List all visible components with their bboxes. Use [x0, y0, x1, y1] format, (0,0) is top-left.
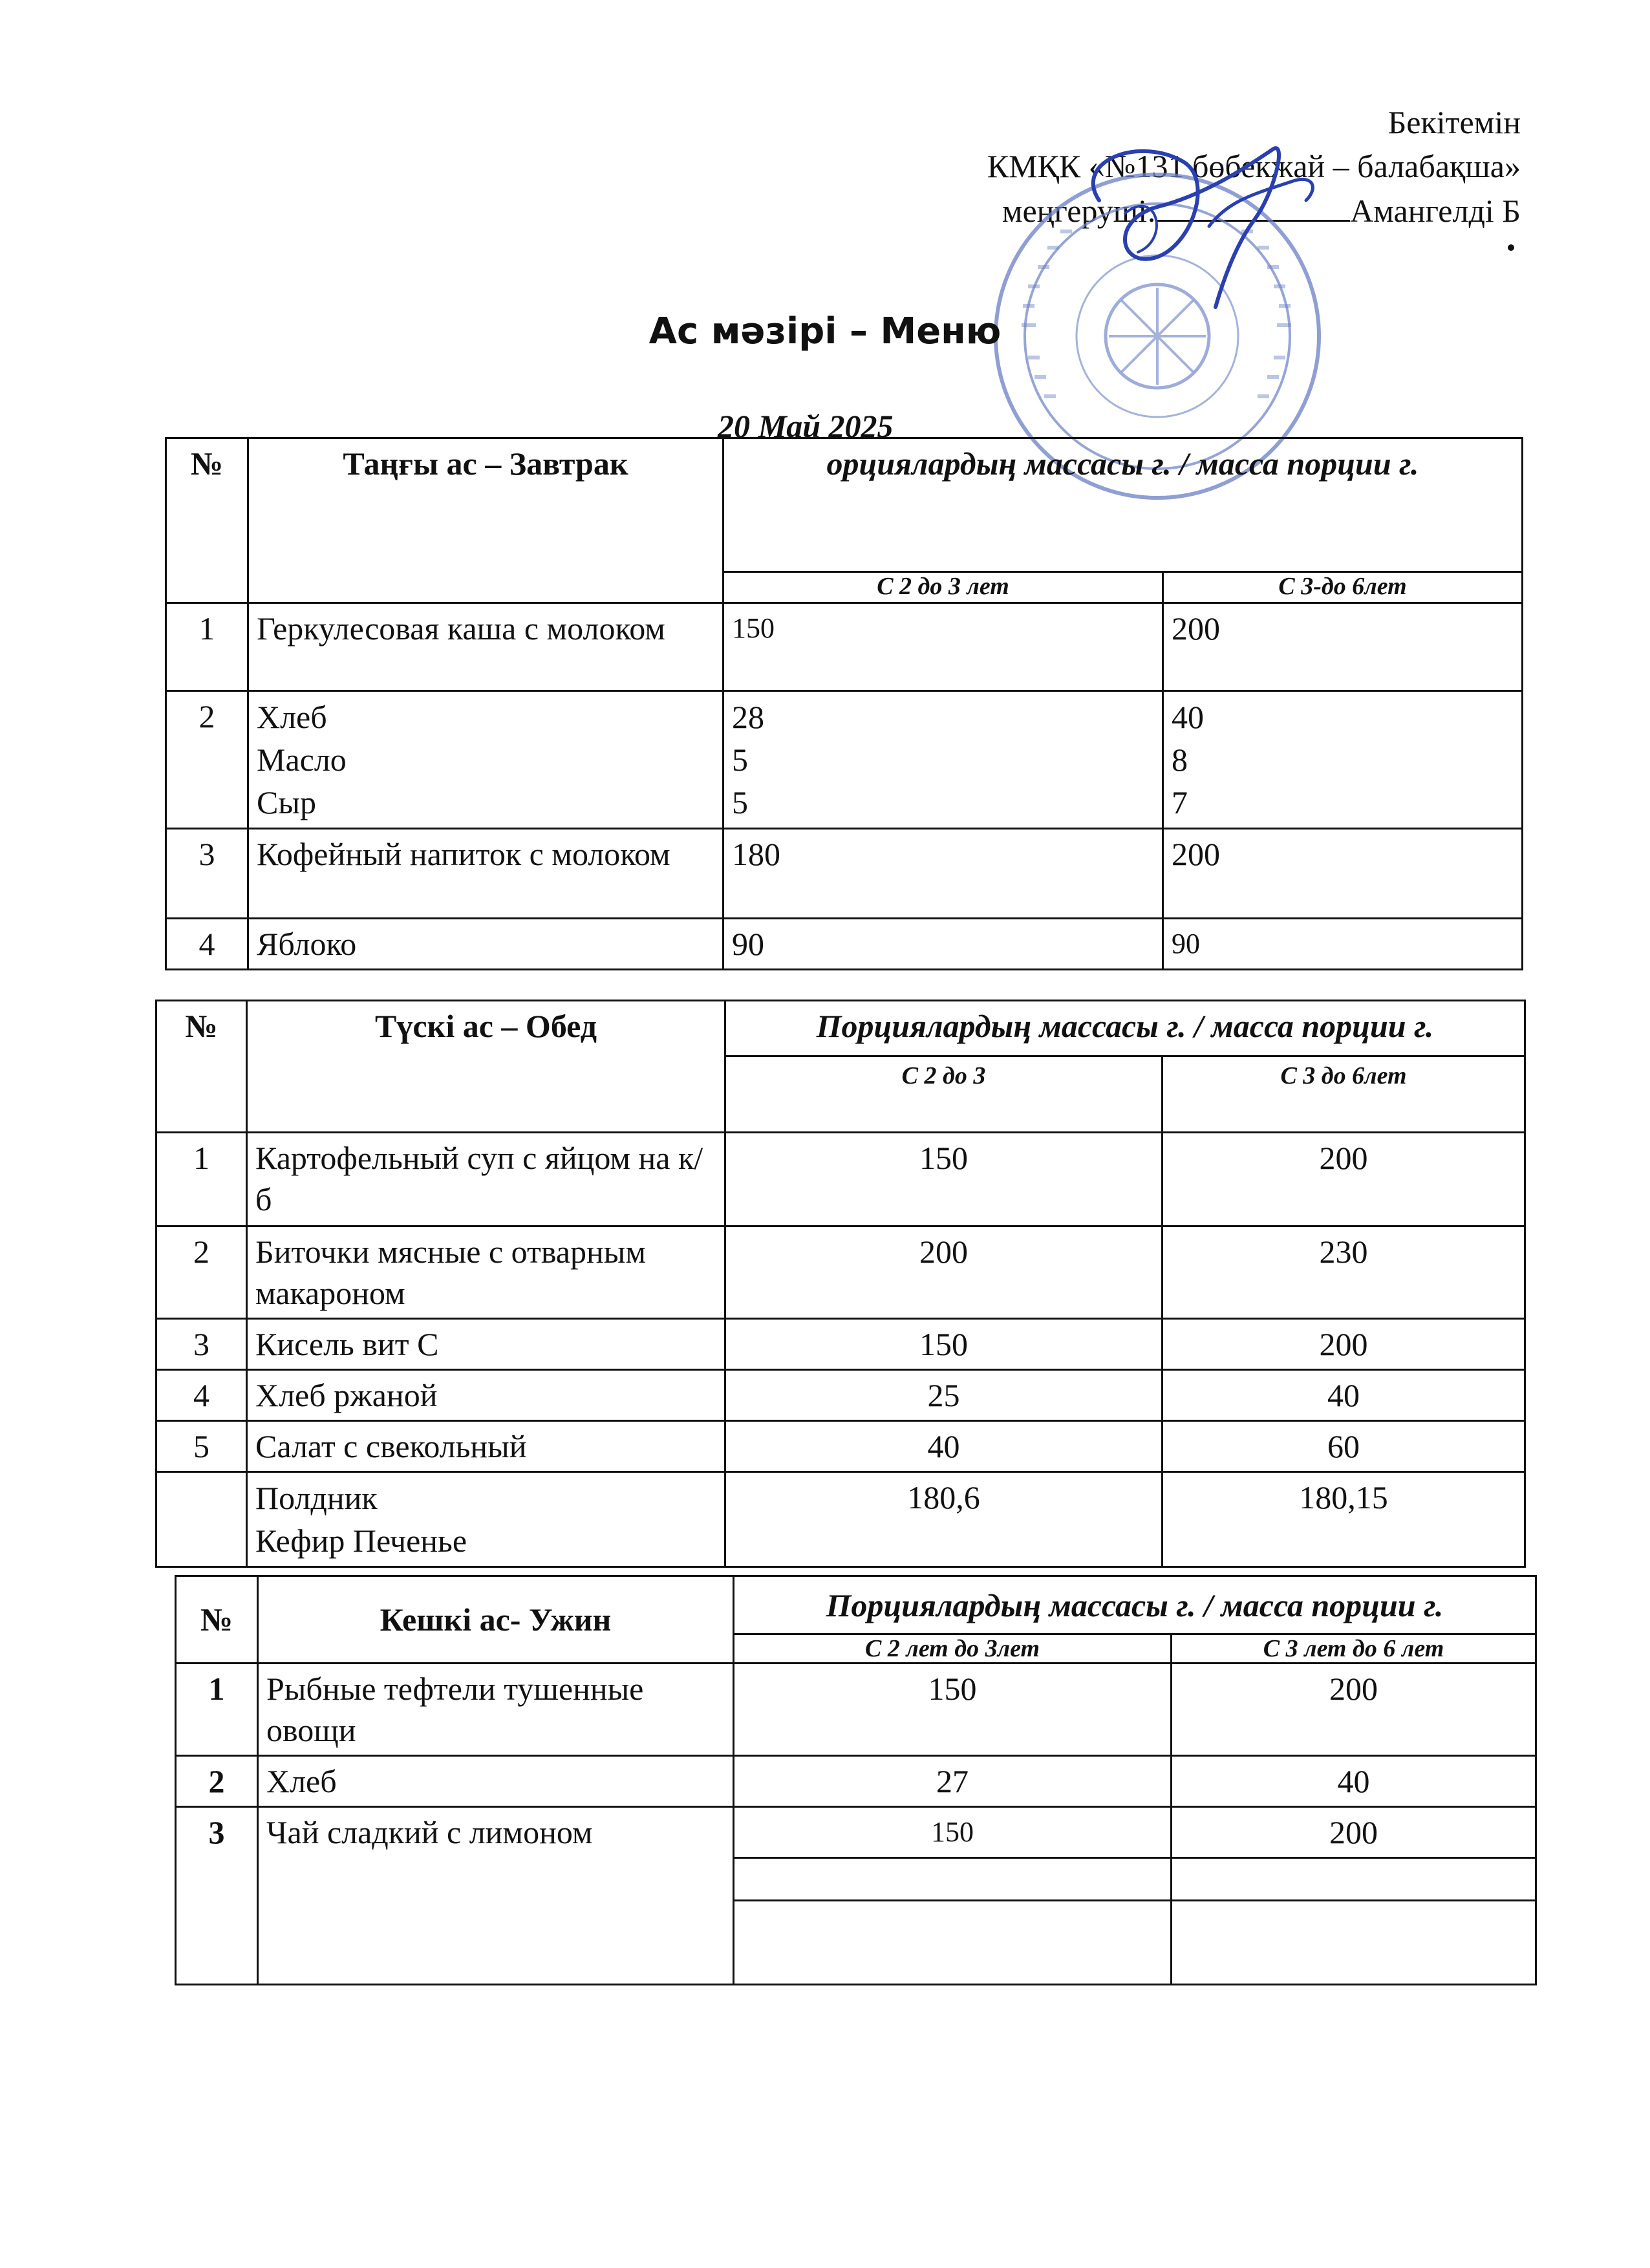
dish-name: Хлеб [257, 699, 327, 735]
portion-2-3: 90 [723, 919, 1163, 970]
dish-name: Яблоко [248, 919, 723, 970]
portion-3-6: 60 [1162, 1421, 1525, 1472]
empty-cell [1172, 1858, 1536, 1901]
empty-cell [734, 1858, 1172, 1901]
table-row [156, 1421, 1525, 1472]
organization-name: КМҚК «№131 бөбекжай – балабақша» [987, 148, 1521, 184]
portion-2-3: 28 [732, 699, 764, 735]
table-row [166, 829, 1523, 919]
dish-name: Чай сладкий с лимоном [258, 1807, 734, 1985]
dish-name: Масло [257, 742, 347, 778]
portion-3-6: 7 [1172, 784, 1188, 820]
portion-2-3: 150 [734, 1664, 1172, 1756]
menu-date: 20 Май 2025 [718, 408, 894, 444]
table-row [156, 1370, 1525, 1421]
column-header-portion: орциялардың массасы г. / масса порции г. [723, 438, 1523, 572]
manager-label: меңгеруші: [1002, 193, 1157, 229]
row-number: 2 [166, 691, 248, 829]
breakfast-table [165, 437, 1523, 970]
portion-2-3: 200 [725, 1226, 1162, 1319]
portion-3-6: 200 [1162, 1319, 1525, 1370]
row-number: 1 [156, 1133, 247, 1226]
column-header-age-3-6: С 3-до 6лет [1163, 572, 1523, 603]
portion-3-6: 230 [1162, 1226, 1525, 1319]
column-header-age-2-3: С 2 лет до 3лет [734, 1634, 1172, 1664]
column-header-meal: Таңғы ас – Завтрак [248, 438, 723, 603]
dish-name: Геркулесовая каша с молоком [248, 603, 723, 691]
column-header-number: № [166, 438, 248, 603]
portion-2-3: 180 [723, 829, 1163, 919]
portion-3-6: 40 [1162, 1370, 1525, 1421]
table-row [166, 919, 1523, 970]
dish-name: Картофельный суп с яйцом на к/б [247, 1133, 725, 1226]
handwritten-signature [1060, 123, 1332, 317]
portion-3-6: 40 [1172, 699, 1204, 735]
portion-3-6: 200 [1172, 1807, 1536, 1858]
dish-name: Хлеб ржаной [247, 1370, 725, 1421]
row-number: 5 [156, 1421, 247, 1472]
table-row [166, 603, 1523, 691]
portion-2-3: 5 [732, 784, 748, 820]
empty-cell [1172, 1901, 1536, 1985]
snack-cell [247, 1472, 725, 1567]
manager-name: Амангелді Б [1350, 193, 1521, 229]
portion-3-6: 200 [1172, 1664, 1536, 1756]
table-row [176, 1756, 1536, 1807]
portion-2-3: 180,6 [725, 1472, 1162, 1567]
row-number: 1 [166, 603, 248, 691]
portion-3-6: 90 [1163, 919, 1523, 970]
portion-3-6: 200 [1163, 829, 1523, 919]
dish-name: Рыбные тефтели тушенные овощи [258, 1664, 734, 1756]
dish-name: Салат с свекольный [247, 1421, 725, 1472]
row-number: 3 [166, 829, 248, 919]
dish-name: Сыр [257, 784, 316, 820]
column-header-meal: Түскі ас – Обед [247, 1001, 725, 1133]
table-row [176, 1664, 1536, 1756]
portion-3-6-list [1163, 691, 1523, 829]
column-header-meal: Кешкі ас- Ужин [258, 1576, 734, 1664]
row-number [156, 1472, 247, 1567]
portion-3-6: 8 [1172, 742, 1188, 778]
column-header-portion: Порциялардың массасы г. / масса порции г. [725, 1001, 1525, 1056]
dish-name: Кофейный напиток с молоком [248, 829, 723, 919]
portion-2-3: 150 [725, 1133, 1162, 1226]
column-header-age-2-3: С 2 до 3 [725, 1056, 1162, 1133]
row-number: 1 [176, 1664, 258, 1756]
dish-name: Хлеб [258, 1756, 734, 1807]
column-header-age-2-3: С 2 до 3 лет [723, 572, 1163, 603]
portion-2-3: 5 [732, 742, 748, 778]
row-number: 3 [156, 1319, 247, 1370]
column-header-number: № [156, 1001, 247, 1133]
table-row [176, 1807, 1536, 1858]
portion-2-3: 150 [725, 1319, 1162, 1370]
portion-3-6: 200 [1162, 1133, 1525, 1226]
table-row [166, 691, 1523, 829]
portion-3-6: 40 [1172, 1756, 1536, 1807]
table-row [156, 1133, 1525, 1226]
portion-3-6: 200 [1163, 603, 1523, 691]
dinner-table [175, 1575, 1537, 1985]
row-number: 2 [176, 1756, 258, 1807]
column-header-age-3-6: С 3 лет до 6 лет [1172, 1634, 1536, 1664]
column-header-age-3-6: С 3 до 6лет [1162, 1056, 1525, 1133]
page-title: Ас мәзірі – Меню [648, 310, 1002, 352]
portion-2-3: 150 [734, 1807, 1172, 1858]
dish-name-list [248, 691, 723, 829]
row-number: 4 [166, 919, 248, 970]
lunch-table [155, 1000, 1526, 1568]
row-number: 2 [156, 1226, 247, 1319]
table-row [156, 1319, 1525, 1370]
dish-name: Биточки мясные с отварным макароном [247, 1226, 725, 1319]
decorative-dot [1508, 244, 1514, 251]
column-header-number: № [176, 1576, 258, 1664]
row-number: 3 [176, 1807, 258, 1985]
table-row [156, 1226, 1525, 1319]
portion-2-3: 40 [725, 1421, 1162, 1472]
portion-2-3: 25 [725, 1370, 1162, 1421]
empty-cell [734, 1901, 1172, 1985]
portion-3-6: 180,15 [1162, 1472, 1525, 1567]
approval-heading: Бекітемін [1388, 104, 1521, 140]
table-row [156, 1472, 1525, 1567]
dish-name: Кисель вит С [247, 1319, 725, 1370]
snack-heading: Полдник [255, 1480, 378, 1516]
column-header-portion: Порциялардың массасы г. / масса порции г. [734, 1576, 1536, 1634]
portion-2-3-list [723, 691, 1163, 829]
dish-name: Кефир Печенье [255, 1523, 467, 1559]
portion-2-3: 150 [723, 603, 1163, 691]
portion-2-3: 27 [734, 1756, 1172, 1807]
row-number: 4 [156, 1370, 247, 1421]
